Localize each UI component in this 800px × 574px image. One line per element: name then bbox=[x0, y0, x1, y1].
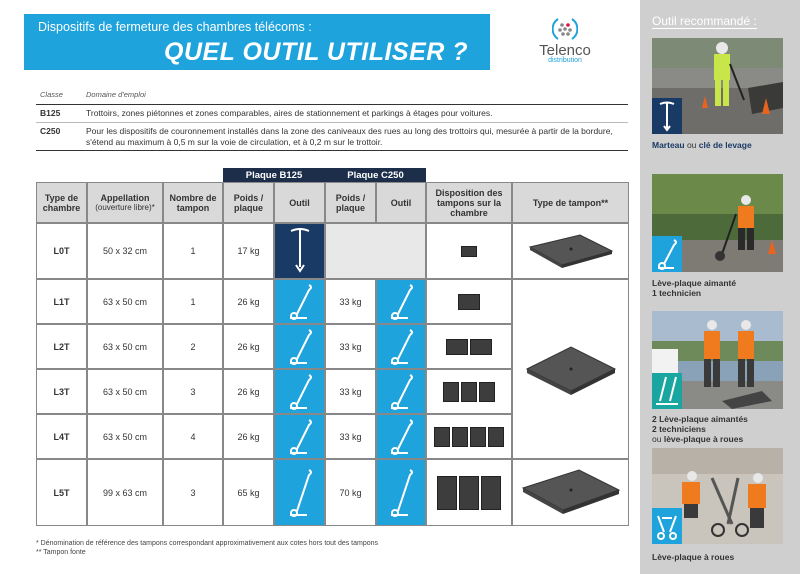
cover-block bbox=[452, 427, 468, 447]
row-poids-b125: 17 kg bbox=[223, 223, 274, 279]
row-type: L3T bbox=[36, 369, 87, 414]
cover-block bbox=[470, 427, 486, 447]
recommended-tool-sidebar bbox=[640, 0, 800, 574]
cover-block bbox=[434, 427, 450, 447]
class-label: B125 bbox=[40, 108, 61, 119]
cover-layout bbox=[426, 279, 512, 324]
class-row-c250 bbox=[36, 123, 628, 151]
row-appellation: 50 x 32 cm bbox=[87, 223, 163, 279]
cover-block bbox=[470, 339, 492, 355]
two-magnetic-lifters-icon bbox=[652, 373, 682, 409]
tool-cell-magnetic bbox=[376, 414, 426, 459]
logo-name: Telenco bbox=[539, 42, 591, 59]
footnote-1: * Dénomination de référence des tampons correspondant approximativement aux cotes hors tout des tampons bbox=[36, 540, 379, 547]
col-header-poids-c250: Poids / plaque bbox=[325, 182, 376, 223]
row-nombre: 4 bbox=[163, 414, 223, 459]
group-header-b125: Plaque B125 bbox=[223, 168, 325, 182]
manhole-cover-medium-icon bbox=[521, 339, 621, 399]
col-header-appellation bbox=[87, 182, 163, 223]
magnetic-badge bbox=[652, 236, 682, 272]
row-type: L1T bbox=[36, 279, 87, 324]
wheel-lifter-badge bbox=[652, 508, 682, 544]
row-appellation: 99 x 63 cm bbox=[87, 459, 163, 526]
magnetic-lifter-icon bbox=[386, 467, 416, 519]
caption-magnetic-2 bbox=[652, 414, 748, 445]
caption-magnetic-2-wheel: lève-plaque à roues bbox=[663, 434, 744, 445]
appellation-label: Appellation bbox=[100, 193, 150, 203]
appellation-sub-label: (ouverture libre)* bbox=[95, 203, 155, 212]
row-poids-c250: 33 kg bbox=[325, 414, 376, 459]
cover-block bbox=[458, 294, 480, 310]
cover-block bbox=[461, 382, 477, 402]
manhole-cover-large-icon bbox=[519, 466, 623, 520]
logo-mark-icon bbox=[552, 16, 578, 42]
magnetic-lifter-icon bbox=[386, 372, 416, 412]
row-poids-b125: 65 kg bbox=[223, 459, 274, 526]
cover-block bbox=[461, 246, 477, 257]
class-table bbox=[36, 90, 628, 151]
header-banner bbox=[24, 14, 490, 70]
group-header-c250: Plaque C250 bbox=[325, 168, 426, 182]
magnetic-lifter-icon bbox=[386, 327, 416, 367]
magnetic-lifter-icon bbox=[386, 282, 416, 322]
tool-cell-magnetic bbox=[274, 279, 325, 324]
row-type: L4T bbox=[36, 414, 87, 459]
cover-block bbox=[443, 382, 459, 402]
tampon-type-cell bbox=[512, 279, 629, 459]
row-poids-b125: 26 kg bbox=[223, 324, 274, 369]
caption-magnetic-2-line2: 2 techniciens bbox=[652, 424, 706, 435]
telenco-logo bbox=[530, 16, 600, 70]
tool-cell-magnetic bbox=[274, 459, 325, 526]
tool-table bbox=[36, 168, 629, 526]
caption-wheel-lifter: Lève-plaque à roues bbox=[652, 552, 735, 562]
class-domain: Pour les dispositifs de couronnement installés dans la zone des caniveaux des rues au long des trottoirs qui, mesurée à partir de la bordure, s'étend au maximum à 0,5 m sur la voie de circulation, et à 0,2 m sur le trottoir. bbox=[86, 126, 613, 147]
tool-cell-magnetic bbox=[274, 324, 325, 369]
row-appellation: 63 x 50 cm bbox=[87, 279, 163, 324]
magnetic-lifter-icon bbox=[285, 282, 315, 322]
tampon-type-cell bbox=[512, 223, 629, 279]
cover-layout bbox=[426, 324, 512, 369]
header-subtitle: Dispositifs de fermeture des chambres télécoms : bbox=[38, 20, 312, 34]
col-header-disposition: Disposition des tampons sur la chambre bbox=[426, 182, 512, 223]
row-nombre: 2 bbox=[163, 324, 223, 369]
caption-hammer-or: ou bbox=[684, 140, 699, 150]
tool-cell-magnetic bbox=[376, 279, 426, 324]
caption-magnetic-2-line1: 2 Lève-plaque aimantés bbox=[652, 414, 748, 424]
tool-cell-magnetic bbox=[376, 459, 426, 526]
row-appellation: 63 x 50 cm bbox=[87, 414, 163, 459]
class-table-header bbox=[36, 90, 628, 105]
col-header-outil-b125: Outil bbox=[274, 182, 325, 223]
tool-cell-hammer bbox=[274, 223, 325, 279]
row-poids-c250: 33 kg bbox=[325, 324, 376, 369]
photo-magnetic-1 bbox=[652, 174, 783, 272]
tool-cell-magnetic bbox=[274, 414, 325, 459]
c250-not-applicable bbox=[325, 223, 426, 279]
photo-wheel-lifter bbox=[652, 448, 783, 544]
row-appellation: 63 x 50 cm bbox=[87, 324, 163, 369]
row-nombre: 1 bbox=[163, 223, 223, 279]
col-header-tampon: Type de tampon** bbox=[512, 182, 629, 223]
manhole-cover-small-icon bbox=[526, 231, 616, 271]
cover-block bbox=[481, 476, 501, 510]
magnetic-lifter-icon bbox=[386, 417, 416, 457]
sidebar-title: Outil recommandé : bbox=[652, 14, 757, 28]
lifting-key-icon bbox=[652, 98, 682, 134]
col-header-outil-c250: Outil bbox=[376, 182, 426, 223]
caption-magnetic-1 bbox=[652, 278, 736, 298]
footnote-2: ** Tampon fonte bbox=[36, 549, 86, 557]
cover-block bbox=[446, 339, 468, 355]
class-col-header: Classe bbox=[40, 90, 63, 99]
tool-cell-magnetic bbox=[376, 369, 426, 414]
magnetic-lifter-icon bbox=[285, 467, 315, 519]
row-poids-c250: 33 kg bbox=[325, 369, 376, 414]
footnotes bbox=[36, 539, 378, 558]
caption-hammer bbox=[652, 140, 752, 150]
cover-block bbox=[437, 476, 457, 510]
page-title: QUEL OUTIL UTILISER ? bbox=[164, 38, 469, 66]
row-poids-b125: 26 kg bbox=[223, 414, 274, 459]
magnetic-lifter-icon bbox=[652, 236, 682, 272]
row-poids-c250: 33 kg bbox=[325, 279, 376, 324]
class-domain: Trottoirs, zones piétonnes et zones comparables, aires de stationnement et parkings à étages pour voitures. bbox=[86, 108, 493, 119]
caption-hammer-c: clé de levage bbox=[698, 140, 752, 150]
row-nombre: 3 bbox=[163, 369, 223, 414]
row-poids-b125: 26 kg bbox=[223, 279, 274, 324]
caption-magnetic-1-line2: 1 technicien bbox=[652, 288, 702, 299]
cover-layout bbox=[426, 369, 512, 414]
col-header-type: Type de chambre bbox=[36, 182, 87, 223]
caption-magnetic-1-line1: Lève-plaque aimanté bbox=[652, 278, 737, 288]
lifting-key-icon bbox=[285, 227, 315, 275]
row-type: L2T bbox=[36, 324, 87, 369]
col-header-poids-b125: Poids / plaque bbox=[223, 182, 274, 223]
magnetic-lifter-icon bbox=[285, 417, 315, 457]
row-poids-c250: 70 kg bbox=[325, 459, 376, 526]
row-poids-b125: 26 kg bbox=[223, 369, 274, 414]
cover-block bbox=[488, 427, 504, 447]
tool-cell-magnetic bbox=[274, 369, 325, 414]
domain-col-header: Domaine d'emploi bbox=[86, 90, 146, 99]
cover-block bbox=[459, 476, 479, 510]
caption-hammer-a: Marteau bbox=[652, 140, 685, 150]
cover-layout bbox=[426, 459, 512, 526]
photo-magnetic-2 bbox=[652, 311, 783, 409]
cover-layout bbox=[426, 414, 512, 459]
wheel-lifter-icon bbox=[652, 508, 682, 544]
magnetic-lifter-icon bbox=[285, 372, 315, 412]
cover-layout bbox=[426, 223, 512, 279]
tampon-type-cell bbox=[512, 459, 629, 526]
two-magnetic-badge bbox=[652, 373, 682, 409]
photo-hammer bbox=[652, 38, 783, 134]
logo-tagline: distribution bbox=[548, 57, 582, 64]
col-header-nombre: Nombre de tampon bbox=[163, 182, 223, 223]
class-label: C250 bbox=[40, 126, 61, 136]
tool-cell-magnetic bbox=[376, 324, 426, 369]
magnetic-lifter-icon bbox=[285, 327, 315, 367]
row-nombre: 3 bbox=[163, 459, 223, 526]
row-nombre: 1 bbox=[163, 279, 223, 324]
cover-block bbox=[479, 382, 495, 402]
hammer-badge bbox=[652, 98, 682, 134]
caption-magnetic-2-or: ou bbox=[652, 434, 664, 445]
class-row-b125 bbox=[36, 105, 628, 123]
row-type: L5T bbox=[36, 459, 87, 526]
row-appellation: 63 x 50 cm bbox=[87, 369, 163, 414]
row-type: L0T bbox=[36, 223, 87, 279]
